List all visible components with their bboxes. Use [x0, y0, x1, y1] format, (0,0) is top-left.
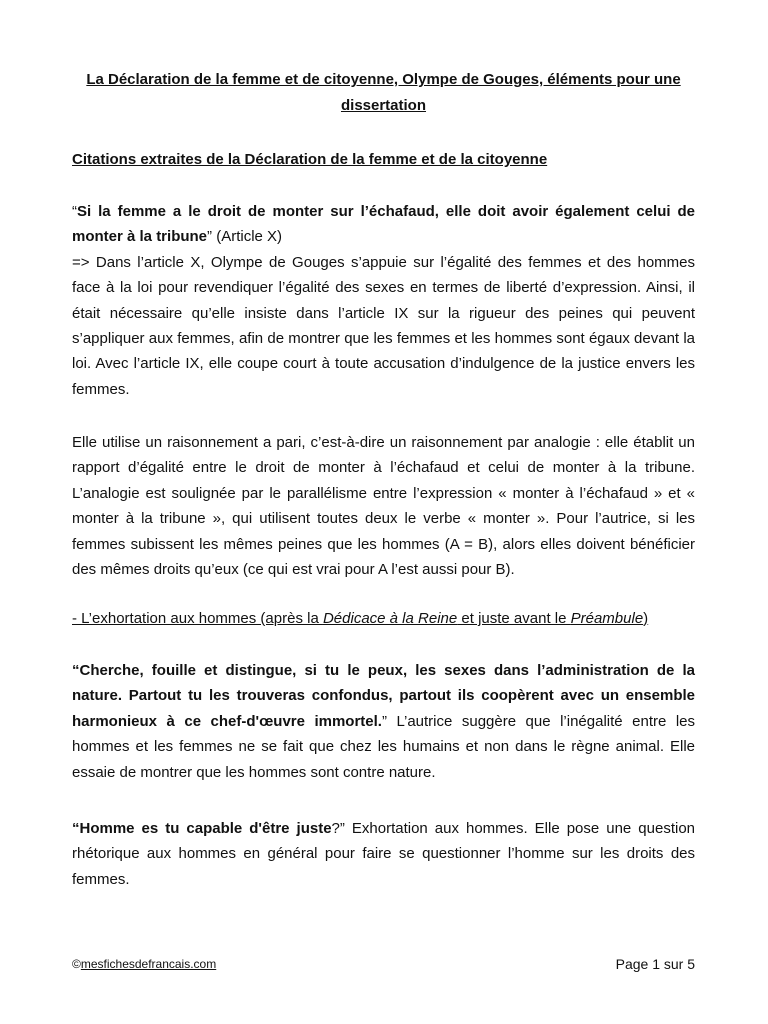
preambule-title: Préambule — [570, 610, 644, 627]
nature-quote-paragraph — [72, 658, 695, 785]
analogy-paragraph: Elle utilise un raisonnement a pari, c’est-à-dire un raisonnement par analogie : elle établit un rapport d’égalité entre le droit de monter à l’échafaud et celui de monter à la tribune. L’analogie est soulignée par le parallélisme entre l’expression « monter à l’échafaud » et « monter à la tribune », qui utilisent toutes deux le verbe « monter ». Pour l’autrice, si les femmes subissent les mêmes peines que les hommes (A = B), alors elles doivent bénéficier des mêmes droits qu’eux (ce qui est vrai pour A l’est aussi pour B). — [72, 434, 695, 579]
article-x-analysis: => Dans l’article X, Olympe de Gouges s’appuie sur l’égalité des femmes et des hommes face à la loi pour revendiquer l’égalité des sexes en termes de liberté d’expression. Ainsi, il était nécessaire qu’elle insiste dans l’article IX sur la rigueur des peines qui peuvent s’appliquer aux femmes, afin de montrer que les femmes et les hommes sont égaux devant la loi. Avec l’article IX, elle coupe court à toute accusation d’indulgence de la justice envers les femmes. — [72, 253, 695, 398]
exhortation-middle: et juste avant le — [457, 610, 571, 627]
dedicace-title: Dédicace à la Reine — [322, 610, 458, 627]
nature-quote-analysis: ” L’autrice suggère que l’inégalité entre les hommes et les femmes ne se fait que chez les humains et non dans le règne animal. Elle essaie de montrer que les hommes sont contre nature. — [72, 712, 695, 781]
justice-quote: “Homme es tu capable d'être juste — [72, 820, 332, 837]
nature-quote: “Cherche, fouille et distingue, si tu le peux, les sexes dans l’administration de la nature. Partout tu les trouveras confondus, partout ils coopèrent avec un ensemble harmonieux à ce chef-d'œuvre immortel. — [72, 662, 695, 730]
document-page — [72, 0, 695, 1024]
copyright-symbol: © — [72, 957, 81, 971]
exhortation-prefix: - L’exhortation aux hommes (après la — [72, 610, 323, 627]
site-link[interactable]: mesfichesdefrancais.com — [80, 957, 217, 971]
quote-open-mark: “ — [72, 203, 77, 220]
page-number: Page 1 sur 5 — [615, 956, 695, 972]
quote-article-x-reference: ” (Article X) — [207, 228, 283, 246]
quote-article-x-paragraph — [72, 199, 695, 402]
exhortation-suffix: ) — [643, 610, 649, 627]
document-title: La Déclaration de la femme et de citoyenne, Olympe de Gouges, éléments pour une dissertation — [86, 71, 681, 114]
footer-copyright — [72, 955, 216, 973]
section-heading: Citations extraites de la Déclaration de la femme et de la citoyenne — [72, 151, 548, 168]
justice-quote-analysis: ?” Exhortation aux hommes. Elle pose une question rhétorique aux hommes en général pour faire se questionner l’homme sur les droits des femmes. — [72, 820, 695, 888]
quote-article-x: Si la femme a le droit de monter sur l’échafaud, elle doit avoir également celui de monter à la tribune — [72, 203, 695, 246]
exhortation-heading — [72, 608, 648, 630]
justice-quote-paragraph — [72, 816, 695, 892]
